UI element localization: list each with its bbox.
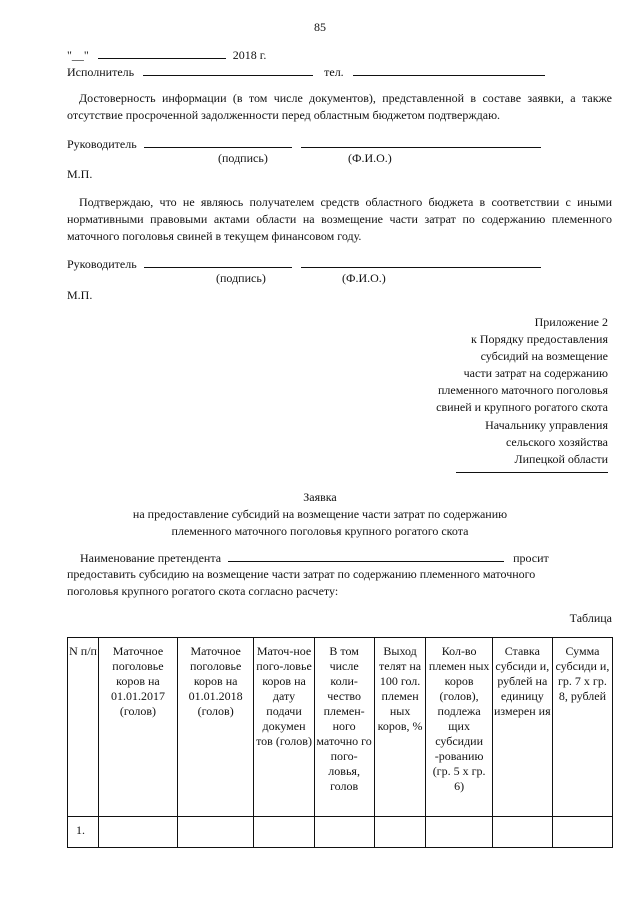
confirm-text: Подтверждаю, что не являюсь получателем средств областного бюджета в соответствии с иными нормативными правовыми актами области на возмещение части затрат по содержанию племенного маточного поголовья свиней в текущем финансовом году. <box>67 195 612 243</box>
addressee-line: сельского хозяйства <box>505 435 608 449</box>
name-caption-1: (Ф.И.О.) <box>348 151 392 165</box>
table-cell <box>99 817 178 848</box>
phone-blank <box>353 64 545 76</box>
date-year: 2018 г. <box>232 48 267 62</box>
sign-caption-2: (подпись) <box>216 271 266 285</box>
table-header-cell: Маточное поголовье коров на 01.01.2018 (голов) <box>177 638 254 817</box>
table-header-cell: Выход телят на 100 гол. племен ных коров, % <box>374 638 426 817</box>
name-blank-2 <box>301 256 541 268</box>
applicant-line-1 <box>80 550 549 565</box>
application-subtitle-1: на предоставление субсидий на возмещение части затрат по содержанию <box>132 507 508 521</box>
signature-line-1 <box>67 136 541 151</box>
table-label: Таблица <box>569 611 612 625</box>
table-header-cell: Сумма субсиди и, гр. 7 х гр. 8, рублей <box>552 638 612 817</box>
table-cell <box>426 817 492 848</box>
head-label-1: Руководитель <box>67 137 137 151</box>
addressee-line: Начальнику управления <box>485 418 608 432</box>
addressee-line: Липецкой области <box>514 452 608 466</box>
reliability-text: Достоверность информации (в том числе документов), представленной в составе заявки, а также отсутствие просроченной задолженности перед областным бюджетом подтверждаю. <box>67 91 612 122</box>
appendix-line: субсидий на возмещение <box>480 349 608 363</box>
date-month-blank <box>98 47 226 59</box>
applicant-line-2: предоставить субсидию на возмещение части затрат по содержанию племенного маточного <box>67 567 536 581</box>
stamp-2: М.П. <box>67 288 93 302</box>
appendix-line: свиней и крупного рогатого скота <box>436 400 608 414</box>
executor-blank <box>143 64 313 76</box>
application-title: Заявка <box>303 490 337 504</box>
signature-line-2 <box>67 256 541 271</box>
table-header-row <box>68 638 613 817</box>
application-subtitle-2: племенного маточного поголовья крупного рогатого скота <box>171 524 469 538</box>
table-cell <box>314 817 374 848</box>
sign-caption-1: (подпись) <box>218 151 268 165</box>
table-header-cell: В том числе коли-чество племен-ного маточно го пого-ловья, голов <box>314 638 374 817</box>
signature-blank-1 <box>144 136 292 148</box>
table-cell <box>552 817 612 848</box>
confirm-paragraph <box>67 194 612 245</box>
applicant-requests: просит <box>513 551 549 565</box>
appendix-line: части затрат на содержанию <box>463 366 608 380</box>
applicant-name-blank <box>228 550 504 562</box>
table-header-cell: Маточное поголовье коров на 01.01.2017 (голов) <box>99 638 178 817</box>
date-day-placeholder: "__" <box>67 48 89 62</box>
applicant-line-3: поголовья крупного рогатого скота согласно расчету: <box>67 584 339 598</box>
page-number: 85 <box>314 20 326 34</box>
table-header-cell: Ставка субсиди и, рублей на единицу измерен ия <box>492 638 552 817</box>
table-row <box>68 817 613 848</box>
calculation-table <box>67 637 613 848</box>
signature-blank-2 <box>144 256 292 268</box>
table-cell <box>177 817 254 848</box>
table-cell <box>254 817 314 848</box>
executor-label: Исполнитель <box>67 65 135 79</box>
appendix-line: племенного маточного поголовья <box>437 383 608 397</box>
phone-label: тел. <box>324 65 344 79</box>
stamp-1: М.П. <box>67 167 93 181</box>
table-header-cell: Маточ-ное пого-ловье коров на дату подачи докумен тов (голов) <box>254 638 314 817</box>
name-blank-1 <box>301 136 541 148</box>
head-label-2: Руководитель <box>67 257 137 271</box>
executor-line <box>67 64 545 79</box>
applicant-name-label: Наименование претендента <box>80 551 222 565</box>
date-line <box>67 47 266 62</box>
table-cell <box>492 817 552 848</box>
appendix-line: Приложение 2 <box>534 315 608 329</box>
appendix-line: к Порядку предоставления <box>470 332 608 346</box>
table-header-cell: N п/п <box>68 638 99 817</box>
reliability-paragraph <box>67 90 612 124</box>
appendix-block <box>436 314 608 416</box>
table-cell <box>374 817 426 848</box>
name-caption-2: (Ф.И.О.) <box>342 271 386 285</box>
addressee-blank <box>456 458 608 473</box>
table-header-cell: Кол-во племен ных коров (голов), подлежа щих субсидии -рованию (гр. 5 х гр. 6) <box>426 638 492 817</box>
table-cell: 1. <box>68 817 99 848</box>
